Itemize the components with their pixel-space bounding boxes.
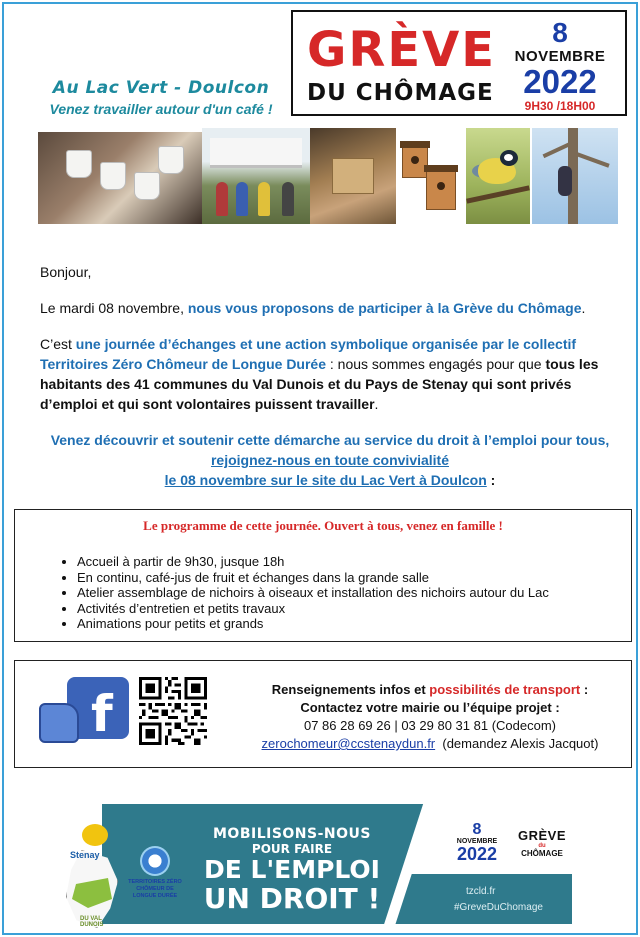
banner-greve-chomage: CHÔMAGE [521,849,563,858]
invitation-end: : [486,472,496,488]
footer-banner [60,804,572,930]
banner-date-month: NOVEMBRE [456,838,498,845]
program-item: • Animations pour petits et grands [77,616,631,632]
email-link[interactable]: zerochomeur@ccstenaydun.fr [261,736,436,751]
slogan-invitation: Venez travailler autour d'un café ! [49,101,273,117]
paragraph-collective-highlight: une journée d’échanges et une action symbolique organisée par le collectif Territoires Zéro Chômeur de Longue Durée [40,336,577,372]
market-photo [202,128,310,224]
strike-title-box [291,10,627,116]
contact-line1-end: : [580,682,589,697]
tree-photo [532,128,618,224]
banner-slogan-line1: MOBILISONS-NOUS [212,826,371,842]
strike-date-month: NOVEMBRE [514,48,606,65]
flyer-frame [2,2,638,935]
banner-slogan [192,826,392,914]
banner-slogan-line2: POUR FAIRE [251,842,333,856]
paragraph-date [40,298,620,318]
contact-line1 [235,681,625,699]
invitation-line1: Venez découvrir et soutenir cette démarche au service du droit à l’emploi pour tous, [50,432,610,448]
contact-phones: 07 86 28 69 26 | 03 29 80 31 81 (Codecom) [303,718,556,733]
contact-box [14,660,632,768]
email-note: (demandez Alexis Jacquot) [435,736,599,751]
strike-title: GRÈVE [307,22,497,78]
paragraph-collective-start: C’est [40,336,76,352]
strike-date-day: 8 [552,17,568,48]
contact-info [235,681,625,753]
banner-date [442,822,512,863]
banner-date-year: 2022 [456,844,498,864]
program-item: • Accueil à partir de 9h30, jusque 18h [77,554,631,570]
birdhouse-photo [396,128,464,224]
program-box [14,509,632,642]
banner-greve-title: GRÈVE [517,828,566,843]
strike-date-year: 2022 [523,63,597,100]
paragraph-date-highlight: nous vous proposons de participer à la Grève du Chômage [187,300,582,316]
program-item: • Atelier assemblage de nichoirs à oiseaux et installation des nichoirs autour du Lac [77,585,631,601]
banner-greve-du: du [538,843,546,849]
banner-slogan-line4: UN DROIT ! [203,882,381,915]
strike-subtitle: DU CHÔMAGE [307,80,494,106]
paragraph-date-end: . [581,300,586,316]
workshop-photo [310,128,396,224]
stenay-logo-text: Stenay [70,850,100,860]
contact-line2: Contactez votre mairie ou l’équipe projet : [300,700,560,715]
qr-code-icon[interactable] [139,677,207,745]
program-title: Le programme de cette journée. Ouvert à tous, venez en famille ! [143,518,503,533]
coffee-photo [38,132,202,224]
transport-highlight: possibilités de transport [429,682,581,697]
banner-date-day: 8 [472,821,482,838]
invitation-line3: le 08 novembre sur le site du Lac Vert à Doulcon [164,472,487,488]
letter-body [40,262,620,506]
program-list [65,554,631,632]
paragraph-collective [40,334,620,414]
program-item: • En continu, café-jus de fruit et échanges dans la grande salle [77,570,631,586]
bird-photo [466,128,530,224]
invitation-line2: rejoignez-nous en toute convivialité [210,452,450,468]
stenay-logo-icon [62,820,124,930]
facebook-like-icon[interactable]: f [39,677,129,749]
strike-hours: 9H30 /18H00 [524,99,596,113]
valdunois-logo-text: DU VAL DUNOIS [80,916,104,928]
tzcld-logo-icon [126,846,184,926]
strike-date [505,18,615,113]
paragraph-collective-bold: tous les habitants des 41 communes du Val Dunois et du Pays de Stenay qui sont privés d’emploi et qui sont volontaires puissent travailler [40,356,599,412]
paragraph-collective-mid: : nous sommes engagés pour que [326,356,546,372]
contact-line1-start: Renseignements infos et [271,682,430,697]
paragraph-date-text: Le mardi 08 novembre, [40,300,188,316]
banner-hashtag: #GreveDuChomage [454,902,543,913]
banner-slogan-line3: DE L'EMPLOI [204,855,380,884]
contact-email-line [235,735,625,753]
paragraph-invitation [40,430,620,490]
program-item: • Activités d’entretien et petits travaux [77,601,631,617]
tzcld-logo-text: TERRITOIRES ZÉRO CHÔMEUR DE LONGUE DURÉE [128,879,182,899]
banner-site: tzcld.fr [466,886,496,897]
photo-strip [38,128,618,224]
paragraph-collective-end: . [374,396,379,412]
slogan-location: Au Lac Vert - Doulcon [52,78,270,98]
slogan [26,78,296,117]
banner-greve [514,828,570,858]
greeting: Bonjour, [40,264,92,280]
